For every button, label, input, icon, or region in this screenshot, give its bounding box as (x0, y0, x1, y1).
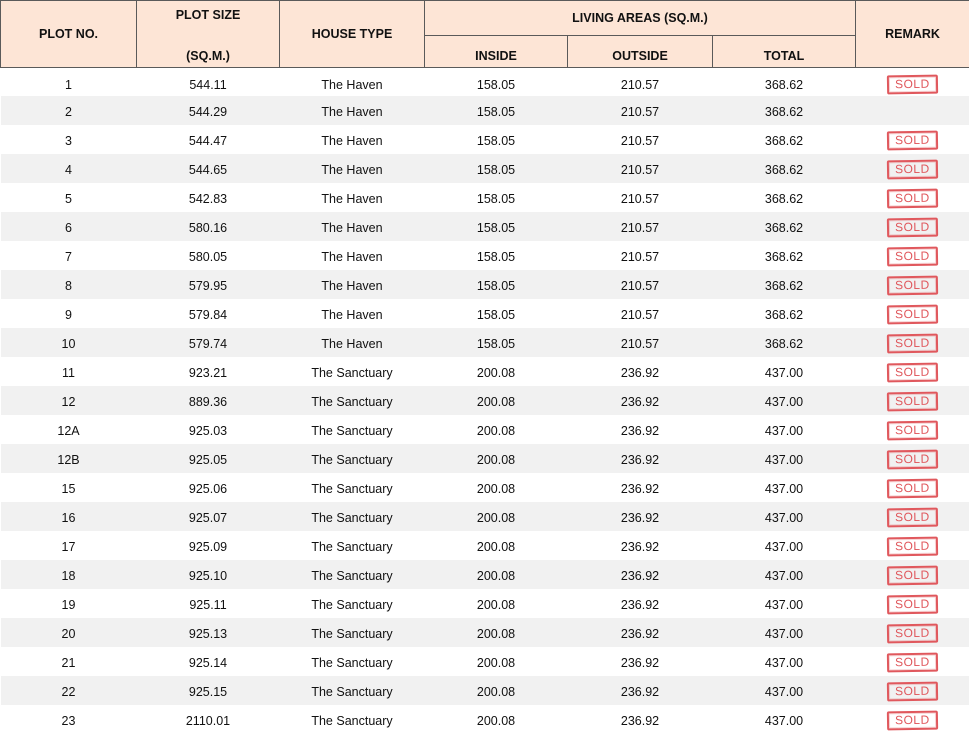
cell-plot-size: 544.29 (137, 96, 280, 125)
sold-stamp: SOLD (887, 305, 938, 325)
cell-remark (856, 96, 969, 125)
cell-remark (856, 589, 969, 618)
sold-stamp: SOLD (887, 653, 938, 673)
table-header (1, 1, 969, 68)
cell-plot-no: 7 (1, 241, 137, 270)
cell-house-type: The Haven (280, 96, 425, 125)
cell-plot-size: 923.21 (137, 357, 280, 386)
cell-total: 368.62 (713, 154, 856, 183)
table-row (1, 212, 969, 241)
cell-plot-size: 925.07 (137, 502, 280, 531)
cell-plot-no: 12A (1, 415, 137, 444)
table-row (1, 415, 969, 444)
cell-remark (856, 676, 969, 705)
cell-remark (856, 212, 969, 241)
cell-plot-size: 925.11 (137, 589, 280, 618)
cell-plot-no: 8 (1, 270, 137, 299)
cell-plot-size: 580.16 (137, 212, 280, 241)
cell-outside: 236.92 (568, 531, 713, 560)
cell-plot-size: 544.47 (137, 125, 280, 154)
cell-plot-size: 925.15 (137, 676, 280, 705)
cell-total: 437.00 (713, 647, 856, 676)
cell-inside: 158.05 (425, 67, 568, 96)
cell-inside: 158.05 (425, 241, 568, 270)
header-living-areas: LIVING AREAS (SQ.M.) (425, 1, 856, 36)
sold-stamp: SOLD (887, 595, 938, 615)
cell-outside: 210.57 (568, 125, 713, 154)
cell-plot-size: 542.83 (137, 183, 280, 212)
header-remark: REMARK (856, 1, 969, 68)
cell-total: 368.62 (713, 212, 856, 241)
cell-plot-size: 925.13 (137, 618, 280, 647)
cell-plot-no: 17 (1, 531, 137, 560)
cell-house-type: The Sanctuary (280, 705, 425, 734)
cell-outside: 236.92 (568, 473, 713, 502)
cell-plot-size: 2110.01 (137, 705, 280, 734)
cell-plot-size: 925.06 (137, 473, 280, 502)
header-outside: OUTSIDE (568, 35, 713, 67)
cell-total: 437.00 (713, 618, 856, 647)
table-row (1, 328, 969, 357)
sold-stamp: SOLD (887, 189, 938, 209)
cell-plot-size: 925.03 (137, 415, 280, 444)
table-body (1, 67, 969, 734)
cell-plot-no: 12 (1, 386, 137, 415)
cell-plot-no: 3 (1, 125, 137, 154)
sold-stamp: SOLD (887, 75, 938, 95)
cell-total: 437.00 (713, 444, 856, 473)
table-row (1, 589, 969, 618)
cell-plot-no: 23 (1, 705, 137, 734)
table-row (1, 67, 969, 96)
cell-inside: 200.08 (425, 676, 568, 705)
cell-outside: 236.92 (568, 444, 713, 473)
cell-outside: 210.57 (568, 299, 713, 328)
cell-plot-size: 925.05 (137, 444, 280, 473)
sold-stamp: SOLD (887, 450, 938, 470)
cell-house-type: The Haven (280, 125, 425, 154)
cell-plot-no: 16 (1, 502, 137, 531)
sold-stamp: SOLD (887, 624, 938, 644)
cell-total: 368.62 (713, 67, 856, 96)
cell-remark (856, 647, 969, 676)
cell-plot-no: 19 (1, 589, 137, 618)
sold-stamp: SOLD (887, 160, 938, 180)
cell-plot-size: 580.05 (137, 241, 280, 270)
cell-plot-no: 12B (1, 444, 137, 473)
cell-plot-no: 6 (1, 212, 137, 241)
sold-stamp: SOLD (887, 566, 938, 586)
table-row (1, 183, 969, 212)
cell-plot-no: 2 (1, 96, 137, 125)
cell-inside: 158.05 (425, 125, 568, 154)
cell-total: 368.62 (713, 183, 856, 212)
sold-stamp: SOLD (887, 711, 938, 731)
cell-house-type: The Sanctuary (280, 502, 425, 531)
cell-inside: 200.08 (425, 560, 568, 589)
cell-plot-no: 22 (1, 676, 137, 705)
cell-inside: 200.08 (425, 444, 568, 473)
cell-total: 437.00 (713, 531, 856, 560)
cell-remark (856, 618, 969, 647)
cell-inside: 158.05 (425, 154, 568, 183)
cell-inside: 200.08 (425, 357, 568, 386)
cell-plot-size: 579.84 (137, 299, 280, 328)
cell-plot-size: 889.36 (137, 386, 280, 415)
cell-remark (856, 241, 969, 270)
cell-inside: 200.08 (425, 705, 568, 734)
cell-inside: 200.08 (425, 647, 568, 676)
cell-total: 368.62 (713, 270, 856, 299)
cell-plot-size: 579.95 (137, 270, 280, 299)
cell-inside: 200.08 (425, 473, 568, 502)
table-row (1, 241, 969, 270)
cell-inside: 158.05 (425, 270, 568, 299)
table-row (1, 676, 969, 705)
cell-outside: 210.57 (568, 212, 713, 241)
cell-plot-no: 15 (1, 473, 137, 502)
cell-outside: 210.57 (568, 241, 713, 270)
cell-plot-size: 544.11 (137, 67, 280, 96)
cell-house-type: The Haven (280, 154, 425, 183)
cell-plot-no: 10 (1, 328, 137, 357)
table-row (1, 473, 969, 502)
cell-total: 437.00 (713, 473, 856, 502)
sold-stamp: SOLD (887, 508, 938, 528)
table-row (1, 270, 969, 299)
cell-house-type: The Haven (280, 270, 425, 299)
cell-remark (856, 67, 969, 96)
cell-plot-no: 1 (1, 67, 137, 96)
cell-remark (856, 299, 969, 328)
sold-stamp: SOLD (887, 131, 938, 151)
table-row (1, 531, 969, 560)
sold-stamp: SOLD (887, 276, 938, 296)
cell-inside: 200.08 (425, 502, 568, 531)
cell-total: 437.00 (713, 415, 856, 444)
cell-total: 437.00 (713, 705, 856, 734)
cell-outside: 210.57 (568, 154, 713, 183)
cell-inside: 158.05 (425, 328, 568, 357)
cell-plot-size: 925.14 (137, 647, 280, 676)
cell-remark (856, 444, 969, 473)
cell-inside: 200.08 (425, 415, 568, 444)
sold-stamp: SOLD (887, 218, 938, 238)
sold-stamp: SOLD (887, 392, 938, 412)
cell-house-type: The Haven (280, 328, 425, 357)
table-row (1, 125, 969, 154)
header-plot-size-unit: (SQ.M.) (137, 35, 280, 67)
sold-stamp: SOLD (887, 363, 938, 383)
cell-total: 368.62 (713, 125, 856, 154)
cell-remark (856, 183, 969, 212)
cell-total: 437.00 (713, 560, 856, 589)
cell-outside: 210.57 (568, 96, 713, 125)
cell-plot-no: 11 (1, 357, 137, 386)
sold-stamp: SOLD (887, 479, 938, 499)
cell-outside: 236.92 (568, 589, 713, 618)
cell-total: 437.00 (713, 386, 856, 415)
cell-house-type: The Haven (280, 212, 425, 241)
table-row (1, 560, 969, 589)
table-row (1, 444, 969, 473)
header-plot-size: PLOT SIZE (137, 1, 280, 36)
header-plot-no: PLOT NO. (1, 1, 137, 68)
cell-house-type: The Sanctuary (280, 647, 425, 676)
cell-house-type: The Sanctuary (280, 444, 425, 473)
cell-outside: 210.57 (568, 183, 713, 212)
cell-plot-no: 21 (1, 647, 137, 676)
cell-inside: 200.08 (425, 618, 568, 647)
cell-inside: 158.05 (425, 183, 568, 212)
cell-inside: 158.05 (425, 96, 568, 125)
cell-plot-size: 544.65 (137, 154, 280, 183)
cell-plot-size: 925.10 (137, 560, 280, 589)
header-house-type: HOUSE TYPE (280, 1, 425, 68)
cell-total: 368.62 (713, 241, 856, 270)
cell-house-type: The Haven (280, 183, 425, 212)
cell-inside: 200.08 (425, 531, 568, 560)
cell-total: 368.62 (713, 328, 856, 357)
sold-stamp: SOLD (887, 537, 938, 557)
cell-outside: 236.92 (568, 357, 713, 386)
header-total: TOTAL (713, 35, 856, 67)
cell-inside: 200.08 (425, 386, 568, 415)
cell-total: 437.00 (713, 357, 856, 386)
cell-remark (856, 154, 969, 183)
cell-outside: 210.57 (568, 67, 713, 96)
cell-outside: 236.92 (568, 560, 713, 589)
cell-remark (856, 357, 969, 386)
cell-house-type: The Sanctuary (280, 386, 425, 415)
cell-remark (856, 560, 969, 589)
cell-remark (856, 386, 969, 415)
cell-plot-no: 20 (1, 618, 137, 647)
header-inside: INSIDE (425, 35, 568, 67)
cell-house-type: The Sanctuary (280, 531, 425, 560)
cell-house-type: The Haven (280, 299, 425, 328)
table-row (1, 96, 969, 125)
sold-stamp: SOLD (887, 682, 938, 702)
cell-plot-size: 925.09 (137, 531, 280, 560)
cell-house-type: The Haven (280, 67, 425, 96)
cell-plot-no: 4 (1, 154, 137, 183)
cell-remark (856, 473, 969, 502)
cell-total: 368.62 (713, 96, 856, 125)
cell-plot-size: 579.74 (137, 328, 280, 357)
cell-house-type: The Sanctuary (280, 560, 425, 589)
cell-house-type: The Sanctuary (280, 618, 425, 647)
cell-inside: 200.08 (425, 589, 568, 618)
cell-inside: 158.05 (425, 212, 568, 241)
cell-house-type: The Sanctuary (280, 415, 425, 444)
table-row (1, 357, 969, 386)
cell-remark (856, 125, 969, 154)
cell-total: 437.00 (713, 676, 856, 705)
cell-remark (856, 502, 969, 531)
cell-remark (856, 270, 969, 299)
cell-total: 437.00 (713, 502, 856, 531)
cell-house-type: The Haven (280, 241, 425, 270)
table-row (1, 299, 969, 328)
cell-outside: 236.92 (568, 647, 713, 676)
table-row (1, 502, 969, 531)
cell-total: 368.62 (713, 299, 856, 328)
cell-remark (856, 328, 969, 357)
cell-house-type: The Sanctuary (280, 473, 425, 502)
cell-outside: 236.92 (568, 415, 713, 444)
cell-plot-no: 9 (1, 299, 137, 328)
cell-remark (856, 415, 969, 444)
cell-outside: 236.92 (568, 502, 713, 531)
cell-remark (856, 531, 969, 560)
table-row (1, 386, 969, 415)
sold-stamp: SOLD (887, 247, 938, 267)
cell-inside: 158.05 (425, 299, 568, 328)
table-row (1, 618, 969, 647)
cell-house-type: The Sanctuary (280, 589, 425, 618)
cell-outside: 236.92 (568, 386, 713, 415)
sold-stamp: SOLD (887, 334, 938, 354)
cell-outside: 236.92 (568, 705, 713, 734)
cell-plot-no: 5 (1, 183, 137, 212)
table-row (1, 154, 969, 183)
cell-outside: 210.57 (568, 328, 713, 357)
sold-stamp: SOLD (887, 421, 938, 441)
cell-house-type: The Sanctuary (280, 357, 425, 386)
cell-plot-no: 18 (1, 560, 137, 589)
cell-total: 437.00 (713, 589, 856, 618)
cell-outside: 210.57 (568, 270, 713, 299)
table-row (1, 647, 969, 676)
cell-outside: 236.92 (568, 618, 713, 647)
cell-house-type: The Sanctuary (280, 676, 425, 705)
cell-outside: 236.92 (568, 676, 713, 705)
